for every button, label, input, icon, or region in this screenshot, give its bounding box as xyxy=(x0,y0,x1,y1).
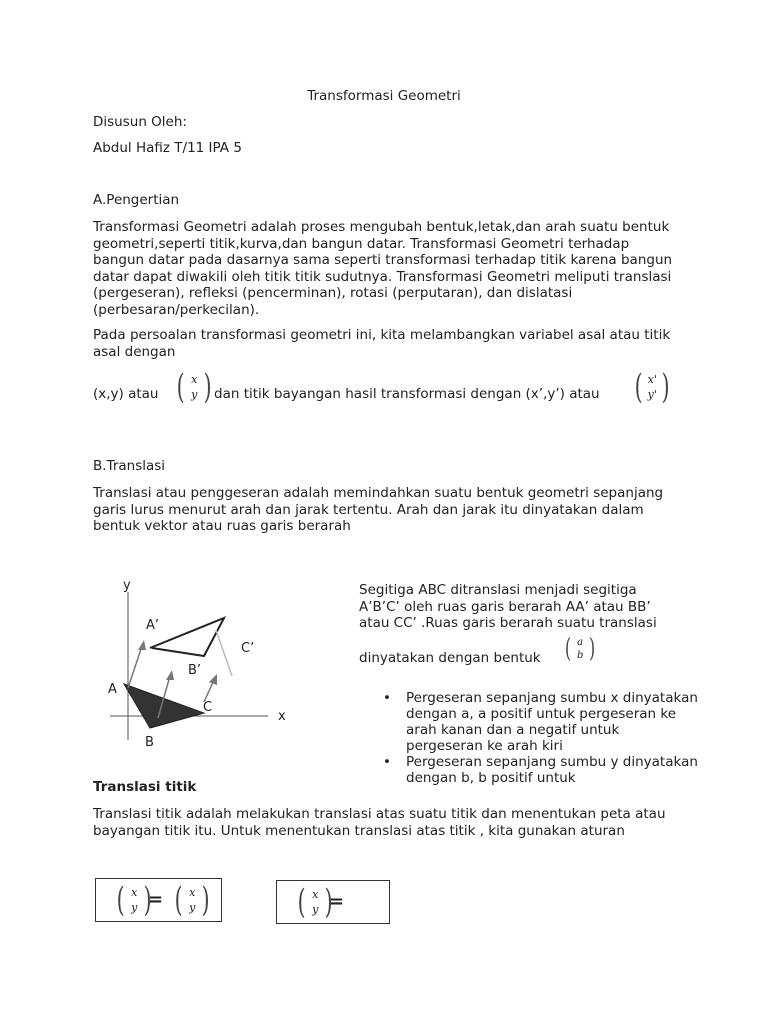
box2-left-x: x xyxy=(312,888,319,901)
page-title: Transformasi Geometri xyxy=(307,88,461,104)
section-a-heading: A.Pengertian xyxy=(93,192,180,208)
translasi-titik-heading: Translasi titik xyxy=(93,779,197,795)
triangle-abc-prime xyxy=(150,618,224,656)
formula-box-2-vector-left: ( x y ) xyxy=(297,882,333,922)
box1-left-y: y xyxy=(131,901,138,914)
author: Abdul Hafiz T/11 IPA 5 xyxy=(93,140,242,156)
formula-box-1-vector-left: ( x y ) xyxy=(116,880,152,920)
vector-bb-prime-arrowhead xyxy=(166,670,174,680)
image-point-text: dan titik bayangan hasil transformasi dengan (x’,y’) atau xyxy=(214,386,600,402)
label-c-prime: C’ xyxy=(241,641,255,656)
formula-box-1 xyxy=(95,878,222,922)
vector-aa-prime xyxy=(128,646,142,688)
section-b-heading: B.Translasi xyxy=(93,458,166,474)
vector-b: b xyxy=(576,650,584,661)
triangle-abc xyxy=(124,684,204,728)
box1-right-y: y xyxy=(189,901,196,914)
vector-xy-bottom: y xyxy=(191,388,198,401)
vector-guide-line xyxy=(216,630,232,676)
vector-xprime: x' xyxy=(647,373,657,386)
xy-text: (x,y) atau xyxy=(93,386,159,402)
formula-box-2 xyxy=(276,880,390,924)
list-item: • Pergeseran sepanjang sumbu y dinyatakan dengan b, b positif untuk xyxy=(380,754,700,786)
vector-xy-top: x xyxy=(191,373,198,386)
vector-yprime: y' xyxy=(647,388,657,401)
formula-box-1-vector-right: ( x y ) xyxy=(174,880,210,920)
section-a-paragraph-2: Pada persoalan transformasi geometri ini, kita melambangkan variabel asal atau titik asal dengan xyxy=(93,327,671,360)
label-a: A xyxy=(108,682,117,697)
label-b-prime: B’ xyxy=(188,663,202,678)
author-label: Disusun Oleh: xyxy=(93,114,187,130)
y-label: y xyxy=(123,578,131,593)
translation-diagram xyxy=(100,570,300,755)
label-c: C xyxy=(203,700,213,715)
box1-right-x: x xyxy=(189,886,196,899)
section-b-paragraph: Translasi atau penggeseran adalah memindahkan suatu bentuk geometri sepanjang garis lurus menurut arah dan jarak tertentu. Arah dan jarak itu dinyatakan dalam bentuk vektor atau ruas garis berarah xyxy=(93,485,664,534)
box1-left-x: x xyxy=(131,886,138,899)
diagram-description: Segitiga ABC ditranslasi menjadi segitiga A’B’C’ oleh ruas garis berarah AA’ atau BB’ atau CC’ .Ruas garis berarah suatu translasi xyxy=(359,582,657,631)
vector-ab: ( a b ) xyxy=(565,634,596,664)
vector-aa-prime-arrowhead xyxy=(138,640,146,650)
box2-equals: = xyxy=(329,891,345,912)
shift-rules-list xyxy=(380,690,700,790)
vector-a: a xyxy=(577,637,584,648)
vector-xy: ( x y ) xyxy=(176,367,212,407)
label-a-prime: A’ xyxy=(146,618,160,633)
list-item: • Pergeseran sepanjang sumbu x dinyatakan dengan a, a positif untuk pergeseran ke arah kanan dan a negatif untuk pergeseran ke arah kiri xyxy=(380,690,700,754)
vector-form-text: dinyatakan dengan bentuk xyxy=(359,650,541,666)
vector-xy-prime: ( x' y' ) xyxy=(634,367,670,407)
section-a-paragraph-1: Transformasi Geometri adalah proses mengubah bentuk,letak,dan arah suatu bentuk geometri,seperti titik,kurva,dan bangun datar. Transformasi Geometri terhadap bangun datar pada dasarnya sama seperti transformasi terhadap titik karena bangun datar dapat diwakili oleh titik titik sudutnya. Transformasi Geometri meliputi translasi (pergeseran), refleksi (pencerminan), rotasi (perputaran), dan dislatasi (perbesaran/perkecilan). xyxy=(93,219,673,318)
box2-left-y: y xyxy=(312,903,319,916)
box1-equals: = xyxy=(148,889,164,910)
x-label: x xyxy=(278,709,286,724)
vector-cc-prime-arrowhead xyxy=(209,674,217,685)
translasi-titik-paragraph: Translasi titik adalah melakukan translasi atas suatu titik dan menentukan peta atau bayangan titik itu. Untuk menentukan translasi atas titik , kita gunakan aturan xyxy=(93,806,666,839)
label-b: B xyxy=(145,735,154,750)
